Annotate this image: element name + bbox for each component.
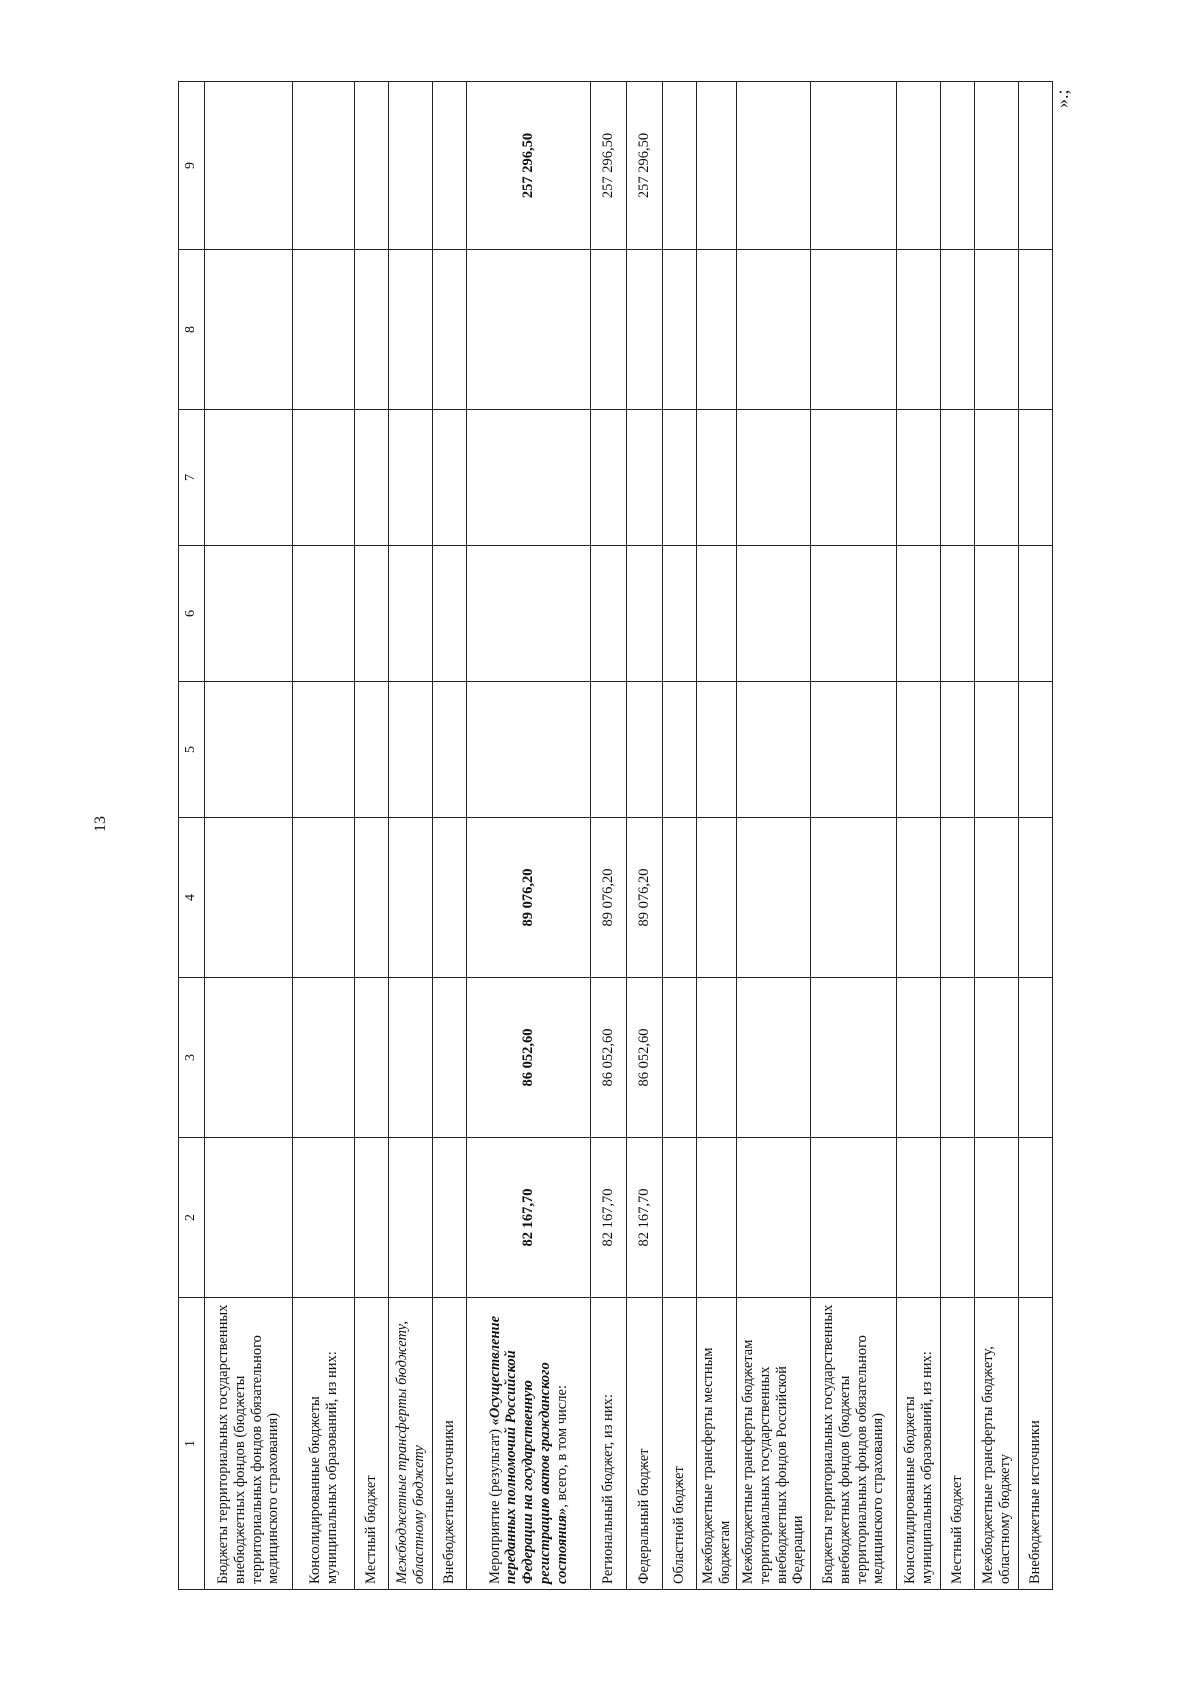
value-cell-col-3	[389, 978, 433, 1138]
value-cell-col-7	[627, 410, 663, 546]
row-label	[389, 1298, 433, 1590]
value-cell-col-5	[591, 682, 627, 818]
value-cell-col-6	[737, 546, 811, 682]
value-cell-col-6	[1019, 546, 1053, 682]
value-cell-col-9	[663, 82, 697, 250]
header-col-4: 4	[179, 818, 205, 978]
value-cell-col-9	[293, 82, 355, 250]
value-cell-col-6	[389, 546, 433, 682]
row-label	[355, 1298, 389, 1590]
header-col-5: 5	[179, 682, 205, 818]
value-cell-col-9	[811, 82, 897, 250]
row-label-text: Внебюджетные источники	[1027, 1420, 1044, 1584]
value-cell-col-9: 257 296,50	[591, 82, 627, 250]
value-cell-col-7	[467, 410, 591, 546]
value-cell-col-8	[941, 250, 975, 410]
value-cell-col-4	[737, 818, 811, 978]
value-cell-col-9	[697, 82, 737, 250]
value-cell-col-4: 89 076,20	[627, 818, 663, 978]
value-cell-col-6	[627, 546, 663, 682]
table-row	[389, 82, 433, 1590]
value-cell-col-5	[697, 682, 737, 818]
value-cell-col-4	[697, 818, 737, 978]
value-cell-col-2	[697, 1138, 737, 1298]
value-cell-col-4	[941, 818, 975, 978]
row-label-text: Межбюджетные трансферты бюджету, областному бюджету	[979, 1346, 1013, 1584]
row-label-text: Внебюджетные источники	[441, 1420, 458, 1584]
row-label	[941, 1298, 975, 1590]
value-cell-col-8	[975, 250, 1019, 410]
budget-table	[178, 81, 1053, 1590]
value-cell-col-6	[591, 546, 627, 682]
value-cell-col-5	[1019, 682, 1053, 818]
value-cell-col-9	[433, 82, 467, 250]
table-row	[737, 82, 811, 1590]
value-cell-col-5	[811, 682, 897, 818]
row-label-text: Консолидированные бюджеты муниципальных образований, из них:	[901, 1351, 935, 1584]
value-cell-col-6	[205, 546, 293, 682]
value-cell-col-6	[355, 546, 389, 682]
value-cell-col-3	[433, 978, 467, 1138]
value-cell-col-4	[205, 818, 293, 978]
value-cell-col-6	[467, 546, 591, 682]
row-label	[627, 1298, 663, 1590]
value-cell-col-3	[293, 978, 355, 1138]
value-cell-col-2: 82 167,70	[467, 1138, 591, 1298]
value-cell-col-4	[897, 818, 941, 978]
row-label	[591, 1298, 627, 1590]
value-cell-col-2	[1019, 1138, 1053, 1298]
page-number: 13	[92, 816, 109, 832]
row-label	[1019, 1298, 1053, 1590]
value-cell-col-9	[355, 82, 389, 250]
value-cell-col-6	[293, 546, 355, 682]
table-row	[433, 82, 467, 1590]
table-row	[941, 82, 975, 1590]
value-cell-col-3	[205, 978, 293, 1138]
value-cell-col-7	[389, 410, 433, 546]
value-cell-col-5	[941, 682, 975, 818]
table-row	[293, 82, 355, 1590]
value-cell-col-4	[389, 818, 433, 978]
value-cell-col-3: 86 052,60	[467, 978, 591, 1138]
value-cell-col-8	[205, 250, 293, 410]
value-cell-col-7	[293, 410, 355, 546]
value-cell-col-2	[433, 1138, 467, 1298]
header-col-9: 9	[179, 82, 205, 250]
value-cell-col-8	[737, 250, 811, 410]
row-label	[811, 1298, 897, 1590]
value-cell-col-5	[627, 682, 663, 818]
header-col-1: 1	[179, 1298, 205, 1590]
row-label-text: Местный бюджет	[949, 1475, 966, 1584]
value-cell-col-4	[663, 818, 697, 978]
value-cell-col-9	[737, 82, 811, 250]
value-cell-col-8	[897, 250, 941, 410]
value-cell-col-3: 86 052,60	[591, 978, 627, 1138]
value-cell-col-3	[663, 978, 697, 1138]
value-cell-col-2	[355, 1138, 389, 1298]
value-cell-col-8	[811, 250, 897, 410]
header-col-3: 3	[179, 978, 205, 1138]
value-cell-col-8	[355, 250, 389, 410]
table-row	[205, 82, 293, 1590]
header-col-7: 7	[179, 410, 205, 546]
row-label	[737, 1298, 811, 1590]
value-cell-col-2	[737, 1138, 811, 1298]
value-cell-col-4	[355, 818, 389, 978]
value-cell-col-3	[737, 978, 811, 1138]
row-label-activity-title: «Осуществление переданных полномочий Российской Федерации на государственную регистрацию актов гражданского состояния»	[486, 1315, 570, 1584]
value-cell-col-6	[433, 546, 467, 682]
value-cell-col-8	[627, 250, 663, 410]
row-label-text: Местный бюджет	[363, 1475, 380, 1584]
value-cell-col-2	[205, 1138, 293, 1298]
value-cell-col-3	[811, 978, 897, 1138]
table-header-row	[179, 82, 205, 1590]
row-label	[897, 1298, 941, 1590]
row-label-text: Межбюджетные трансферты местным бюджетам	[700, 1347, 733, 1584]
value-cell-col-5	[355, 682, 389, 818]
row-label	[975, 1298, 1019, 1590]
value-cell-col-9	[1019, 82, 1053, 250]
row-label-text: Межбюджетные трансферты бюджетам территориальных государственных внебюджетных фондов Российской Федерации	[740, 1339, 807, 1584]
value-cell-col-8	[663, 250, 697, 410]
value-cell-col-5	[663, 682, 697, 818]
value-cell-col-6	[941, 546, 975, 682]
value-cell-col-8	[467, 250, 591, 410]
value-cell-col-8	[293, 250, 355, 410]
value-cell-col-9	[975, 82, 1019, 250]
value-cell-col-8	[389, 250, 433, 410]
table-row	[663, 82, 697, 1590]
table-row	[355, 82, 389, 1590]
value-cell-col-9	[941, 82, 975, 250]
value-cell-col-7	[737, 410, 811, 546]
table-row	[811, 82, 897, 1590]
value-cell-col-9	[205, 82, 293, 250]
value-cell-col-6	[975, 546, 1019, 682]
row-label	[293, 1298, 355, 1590]
value-cell-col-7	[1019, 410, 1053, 546]
value-cell-col-9: 257 296,50	[627, 82, 663, 250]
value-cell-col-3	[897, 978, 941, 1138]
value-cell-col-5	[293, 682, 355, 818]
value-cell-col-6	[811, 546, 897, 682]
row-label	[433, 1298, 467, 1590]
value-cell-col-2	[975, 1138, 1019, 1298]
value-cell-col-6	[697, 546, 737, 682]
header-col-2: 2	[179, 1138, 205, 1298]
value-cell-col-9: 257 296,50	[467, 82, 591, 250]
value-cell-col-9	[897, 82, 941, 250]
value-cell-col-9	[389, 82, 433, 250]
value-cell-col-5	[975, 682, 1019, 818]
table-row	[627, 82, 663, 1590]
value-cell-col-5	[897, 682, 941, 818]
value-cell-col-5	[433, 682, 467, 818]
row-label	[663, 1298, 697, 1590]
value-cell-col-3: 86 052,60	[627, 978, 663, 1138]
row-label-text: Бюджеты территориальных государственных внебюджетных фондов (бюджеты территориальных фондов обязательного медицинского страхования)	[215, 1304, 282, 1584]
value-cell-col-7	[591, 410, 627, 546]
row-label	[467, 1298, 591, 1590]
value-cell-col-6	[897, 546, 941, 682]
value-cell-col-3	[697, 978, 737, 1138]
value-cell-col-3	[941, 978, 975, 1138]
row-label-text: Региональный бюджет, из них:	[600, 1394, 617, 1584]
value-cell-col-2: 82 167,70	[591, 1138, 627, 1298]
value-cell-col-7	[355, 410, 389, 546]
value-cell-col-4: 89 076,20	[591, 818, 627, 978]
value-cell-col-4	[433, 818, 467, 978]
table-row	[897, 82, 941, 1590]
header-col-8: 8	[179, 250, 205, 410]
row-label-text: Межбюджетные трансферты бюджету, областному бюджету	[393, 1321, 427, 1584]
row-label-suffix: , всего, в том числе:	[553, 1385, 570, 1508]
row-label-text: Федеральный бюджет	[636, 1448, 653, 1584]
value-cell-col-5	[467, 682, 591, 818]
value-cell-col-2	[389, 1138, 433, 1298]
value-cell-col-2	[811, 1138, 897, 1298]
value-cell-col-8	[697, 250, 737, 410]
value-cell-col-8	[591, 250, 627, 410]
value-cell-col-2: 82 167,70	[627, 1138, 663, 1298]
value-cell-col-7	[897, 410, 941, 546]
value-cell-col-3	[1019, 978, 1053, 1138]
table-row	[975, 82, 1019, 1590]
value-cell-col-2	[941, 1138, 975, 1298]
row-label-text: Бюджеты территориальных государственных внебюджетных фондов (бюджеты территориальных фондов обязательного медицинского страхования)	[820, 1304, 887, 1584]
value-cell-col-2	[663, 1138, 697, 1298]
row-label-text: Областной бюджет	[671, 1466, 688, 1584]
row-label-prefix: Мероприятие (результат)	[486, 1425, 503, 1584]
value-cell-col-7	[697, 410, 737, 546]
value-cell-col-7	[663, 410, 697, 546]
value-cell-col-4: 89 076,20	[467, 818, 591, 978]
table-row	[467, 82, 591, 1590]
value-cell-col-8	[433, 250, 467, 410]
value-cell-col-3	[975, 978, 1019, 1138]
value-cell-col-3	[355, 978, 389, 1138]
table-row	[697, 82, 737, 1590]
value-cell-col-5	[389, 682, 433, 818]
table-row	[591, 82, 627, 1590]
value-cell-col-4	[293, 818, 355, 978]
value-cell-col-5	[737, 682, 811, 818]
value-cell-col-5	[205, 682, 293, 818]
row-label	[697, 1298, 737, 1590]
value-cell-col-2	[897, 1138, 941, 1298]
value-cell-col-4	[811, 818, 897, 978]
closing-quote-mark: ».;	[1052, 89, 1072, 108]
header-col-6: 6	[179, 546, 205, 682]
value-cell-col-6	[663, 546, 697, 682]
value-cell-col-8	[1019, 250, 1053, 410]
value-cell-col-7	[205, 410, 293, 546]
budget-table-rotated	[178, 82, 1045, 1590]
value-cell-col-4	[1019, 818, 1053, 978]
value-cell-col-7	[433, 410, 467, 546]
value-cell-col-2	[293, 1138, 355, 1298]
value-cell-col-7	[941, 410, 975, 546]
table-row	[1019, 82, 1053, 1590]
row-label-text: Консолидированные бюджеты муниципальных образований, из них:	[306, 1351, 340, 1584]
row-label	[205, 1298, 293, 1590]
value-cell-col-7	[975, 410, 1019, 546]
value-cell-col-7	[811, 410, 897, 546]
value-cell-col-4	[975, 818, 1019, 978]
